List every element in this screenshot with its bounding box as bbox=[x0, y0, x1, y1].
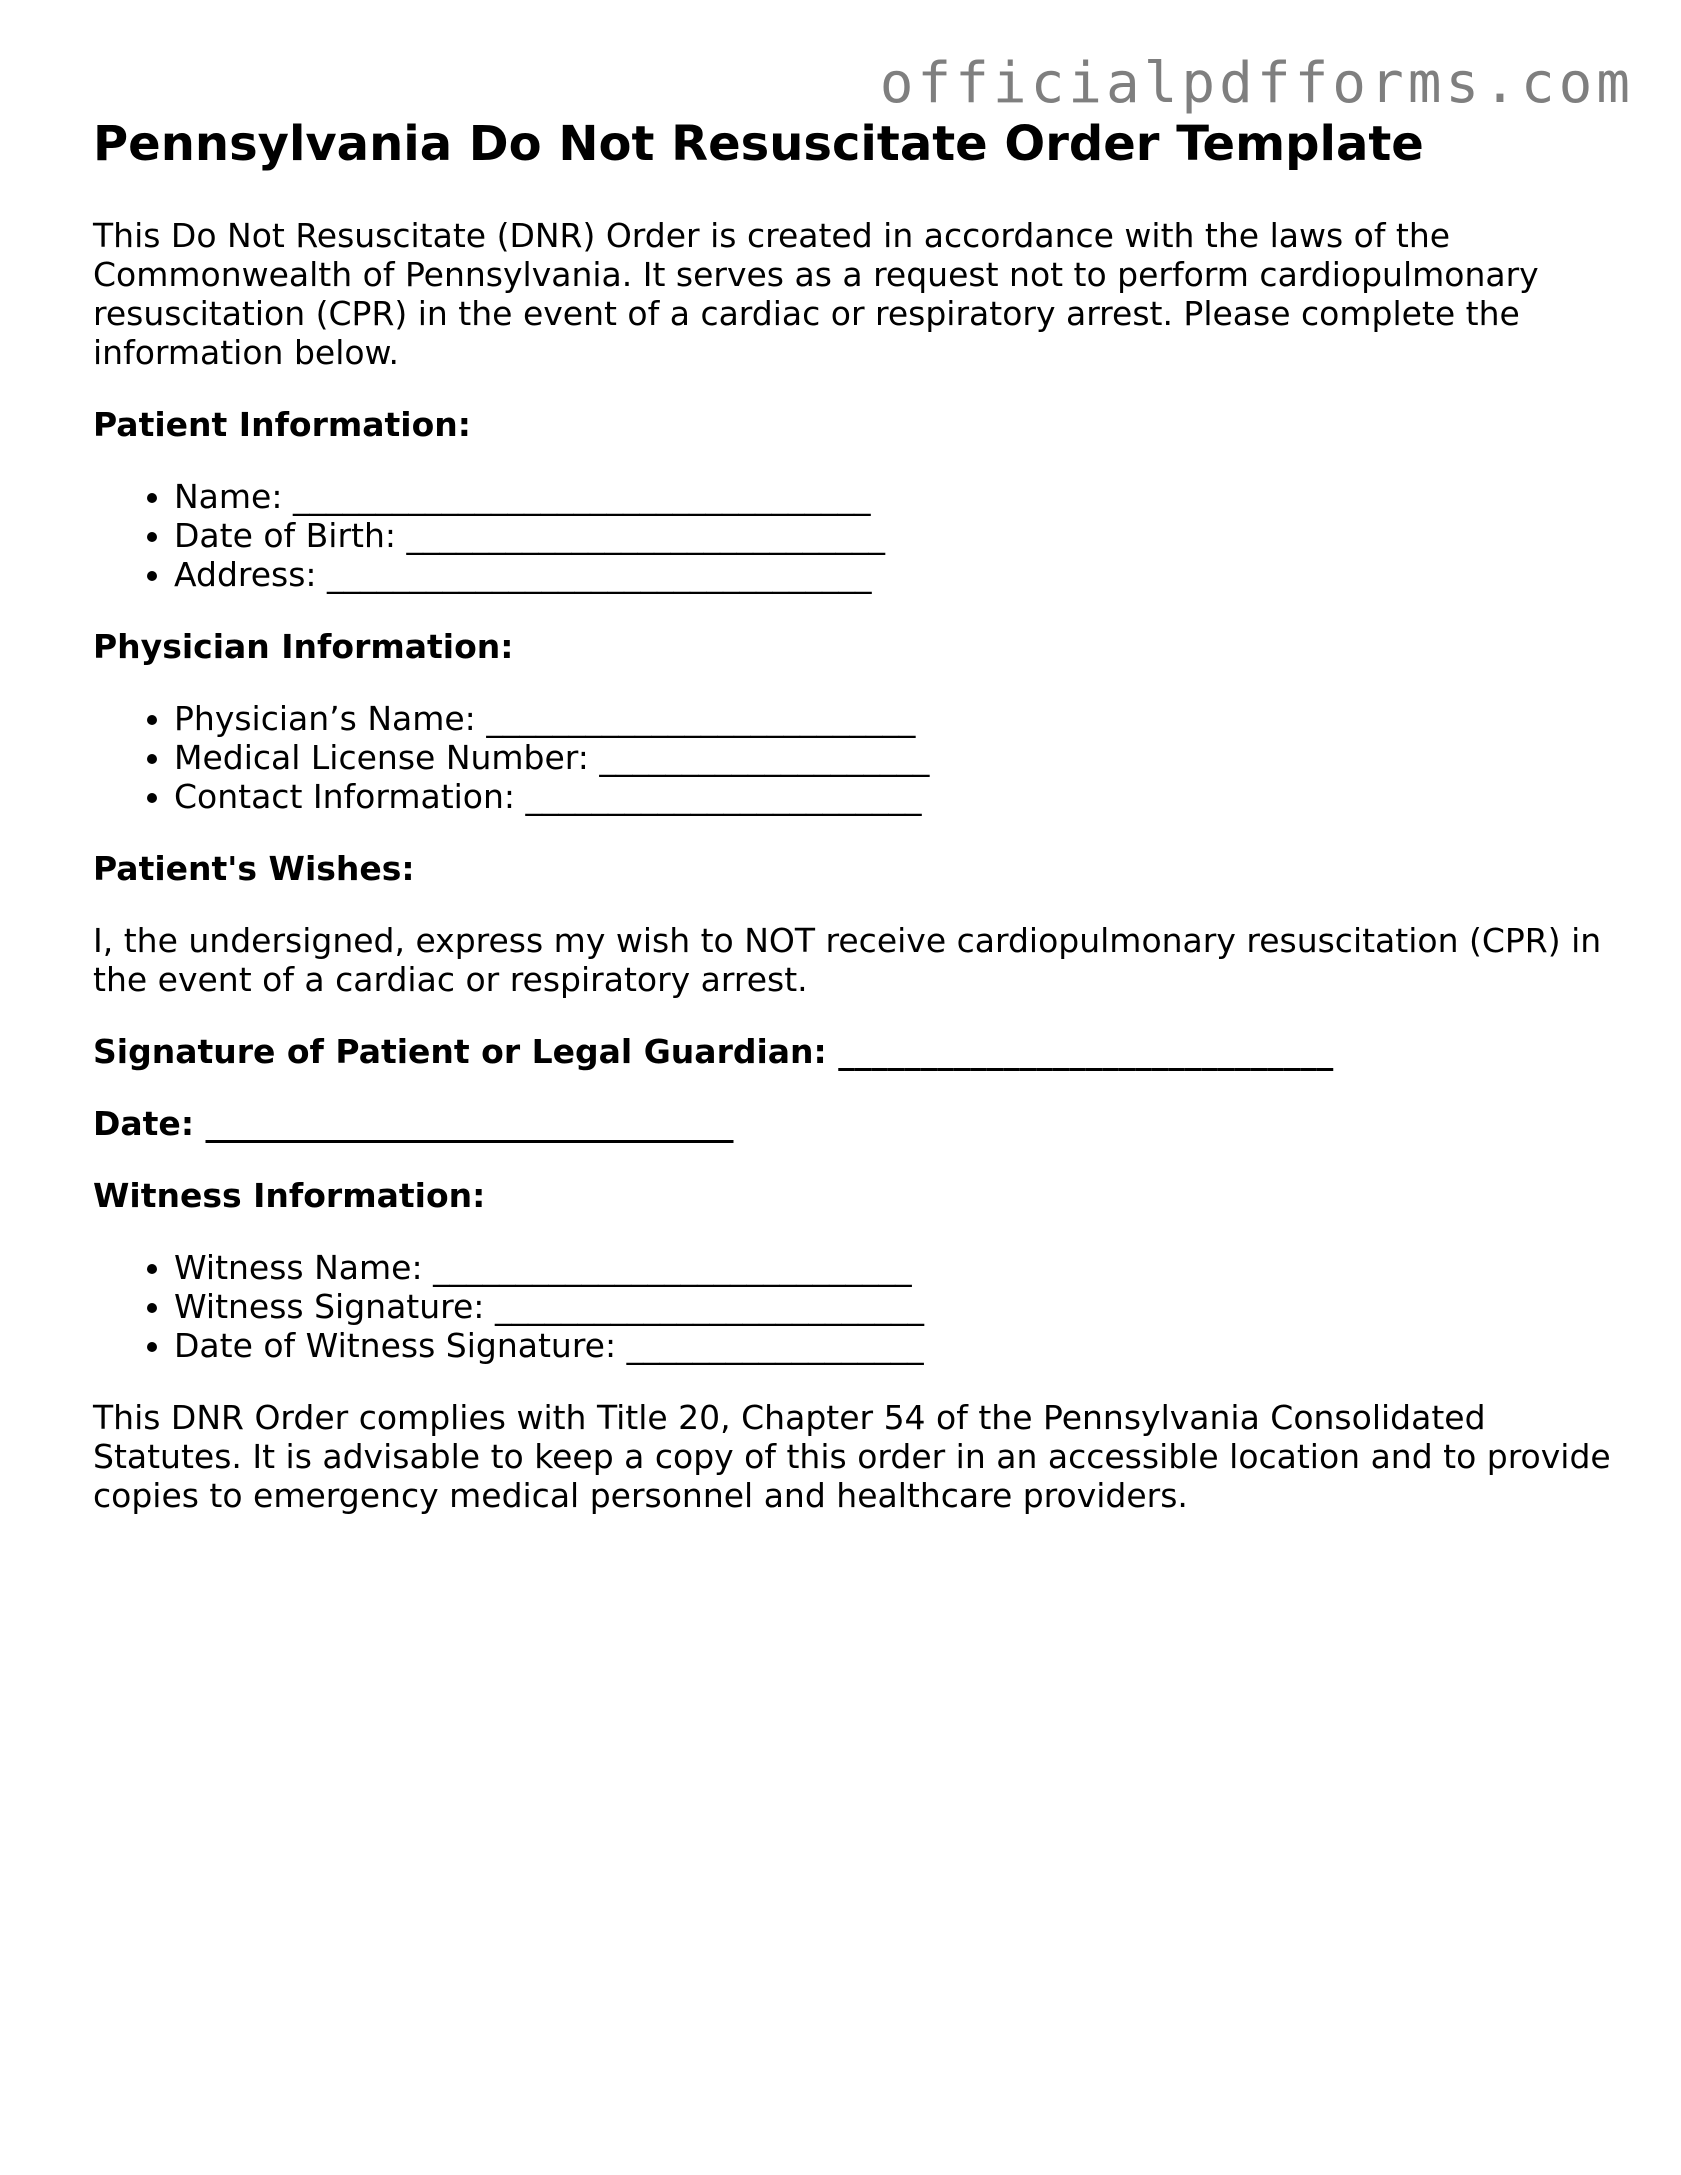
patient-name-item bbox=[174, 477, 1613, 516]
date-line bbox=[93, 1104, 1613, 1143]
patient-dob-item bbox=[174, 516, 1613, 555]
license-number-label: Medical License Number: bbox=[174, 738, 589, 777]
patient-address-field[interactable]: _________________________________ bbox=[327, 555, 872, 594]
signature-field[interactable]: ______________________________ bbox=[838, 1032, 1334, 1071]
witness-info-heading: Witness Information: bbox=[93, 1176, 486, 1215]
witness-name-item bbox=[174, 1248, 1613, 1287]
patient-info-heading: Patient Information: bbox=[93, 405, 471, 444]
patient-wishes-text: I, the undersigned, express my wish to NOT receive cardiopulmonary resuscitation (CPR) in the event of a cardiac or respiratory arrest. bbox=[93, 921, 1602, 999]
patient-name-field[interactable]: ___________________________________ bbox=[292, 477, 871, 516]
signature-line bbox=[93, 1032, 1613, 1071]
patient-dob-field[interactable]: _____________________________ bbox=[406, 516, 886, 555]
patient-address-item bbox=[174, 555, 1613, 594]
patient-dob-label: Date of Birth: bbox=[174, 516, 397, 555]
compliance-paragraph: This DNR Order complies with Title 20, Chapter 54 of the Pennsylvania Consolidated Statutes. It is advisable to keep a copy of this order in an accessible location and to provide copies to emergency medical personnel and healthcare providers. bbox=[93, 1398, 1611, 1515]
physician-info-heading: Physician Information: bbox=[93, 627, 514, 666]
physician-name-item bbox=[174, 699, 1613, 738]
license-number-field[interactable]: ____________________ bbox=[599, 738, 930, 777]
intro-paragraph: This Do Not Resuscitate (DNR) Order is created in accordance with the laws of the Commonwealth of Pennsylvania. It serves as a request not to perform cardiopulmonary resuscitation (CPR) in the event of a cardiac or respiratory arrest. Please complete the information below. bbox=[93, 216, 1539, 372]
physician-name-label: Physician’s Name: bbox=[174, 699, 476, 738]
watermark: officialpdfforms.com bbox=[879, 51, 1634, 116]
witness-date-item bbox=[174, 1326, 1613, 1365]
date-field[interactable]: ________________________________ bbox=[205, 1104, 734, 1143]
witness-signature-item bbox=[174, 1287, 1613, 1326]
patient-address-label: Address: bbox=[174, 555, 317, 594]
physician-info-list bbox=[93, 699, 1613, 816]
contact-info-label: Contact Information: bbox=[174, 777, 516, 816]
witness-date-field[interactable]: __________________ bbox=[626, 1326, 924, 1365]
physician-name-field[interactable]: __________________________ bbox=[486, 699, 916, 738]
witness-name-label: Witness Name: bbox=[174, 1248, 423, 1287]
witness-signature-field[interactable]: __________________________ bbox=[494, 1287, 924, 1326]
date-label: Date: bbox=[93, 1104, 195, 1143]
patient-name-label: Name: bbox=[174, 477, 283, 516]
page-title: Pennsylvania Do Not Resuscitate Order Template bbox=[93, 116, 1424, 172]
witness-name-field[interactable]: _____________________________ bbox=[433, 1248, 912, 1287]
signature-label: Signature of Patient or Legal Guardian: bbox=[93, 1032, 827, 1071]
document-page bbox=[93, 116, 1613, 1515]
witness-date-label: Date of Witness Signature: bbox=[174, 1326, 617, 1365]
contact-info-field[interactable]: ________________________ bbox=[525, 777, 922, 816]
license-number-item bbox=[174, 738, 1613, 777]
patient-wishes-heading: Patient's Wishes: bbox=[93, 849, 415, 888]
patient-info-list bbox=[93, 477, 1613, 594]
contact-info-item bbox=[174, 777, 1613, 816]
witness-signature-label: Witness Signature: bbox=[174, 1287, 485, 1326]
witness-info-list bbox=[93, 1248, 1613, 1365]
